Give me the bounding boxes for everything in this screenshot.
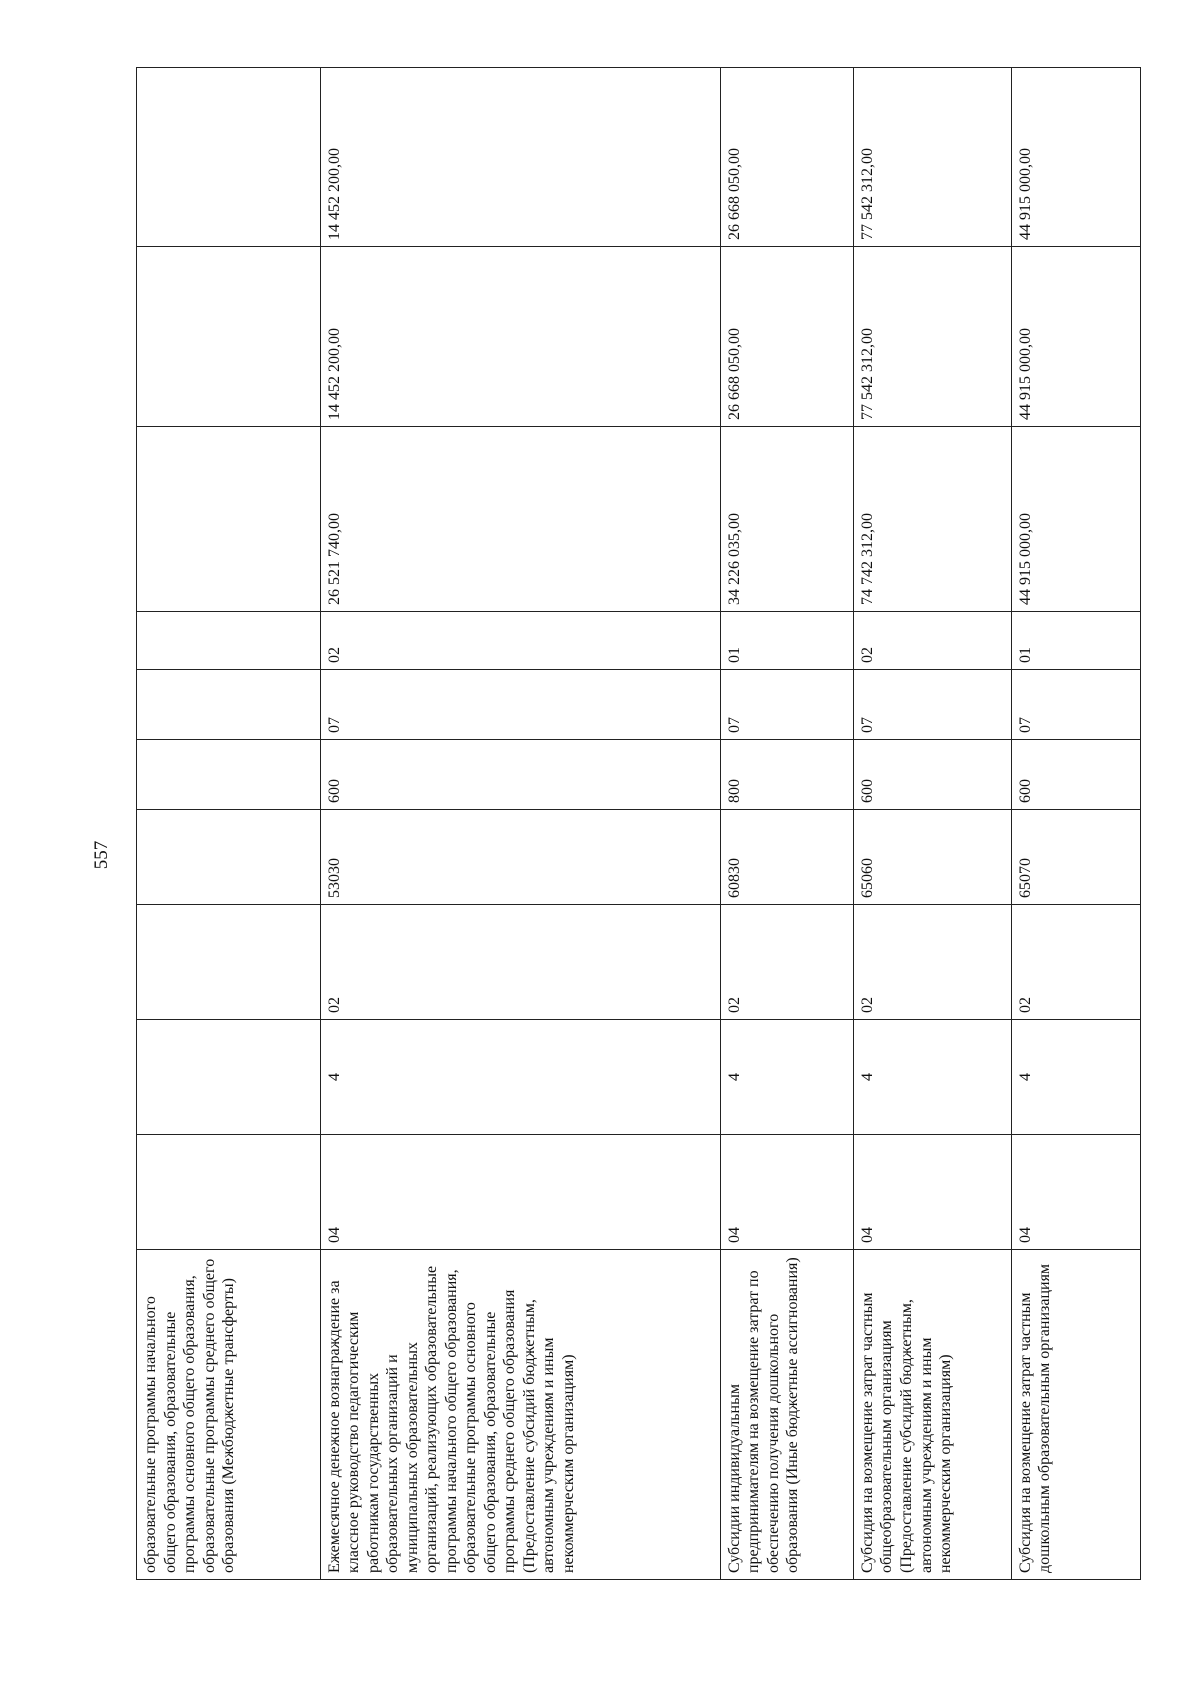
row-name: Субсидия на возмещение затрат частным общеобразовательным организациям (Предоставление субсидий бюджетным, автономным учреждениям и иным некоммерческим организациям) [853, 1250, 1011, 1580]
cell-amount-1: 34 226 035,00 [720, 427, 853, 612]
cell-section: 07 [853, 670, 1011, 740]
cell-subsection: 02 [853, 612, 1011, 670]
cell-amount-2: 14 452 200,00 [320, 247, 720, 427]
cell-direction: 65060 [853, 810, 1011, 905]
cell-amount-1: 26 521 740,00 [320, 427, 720, 612]
cell-program: 04 [720, 1135, 853, 1250]
cell-event: 02 [720, 905, 853, 1020]
cell-direction: 53030 [320, 810, 720, 905]
cell-direction: 60830 [720, 810, 853, 905]
row-name: Субсидии индивидуальным предпринимателям на возмещение затрат по обеспечению получения дошкольного образования (Иные бюджетные ассигнования) [720, 1250, 853, 1580]
cell-amount-3 [137, 68, 321, 247]
cell-amount-1 [137, 427, 321, 612]
cell-expense-type [137, 740, 321, 810]
table-row [720, 68, 853, 1580]
cell-amount-3: 44 915 000,00 [1011, 68, 1140, 247]
cell-amount-3: 77 542 312,00 [853, 68, 1011, 247]
cell-subprogram [137, 1020, 321, 1135]
cell-event [137, 905, 321, 1020]
table-row [1011, 68, 1140, 1580]
row-name: Субсидия на возмещение затрат частным дошкольным образовательным организациям [1011, 1250, 1140, 1580]
cell-amount-2: 44 915 000,00 [1011, 247, 1140, 427]
cell-amount-1: 74 742 312,00 [853, 427, 1011, 612]
cell-subsection: 02 [320, 612, 720, 670]
cell-event: 02 [320, 905, 720, 1020]
cell-subsection [137, 612, 321, 670]
cell-event: 02 [1011, 905, 1140, 1020]
cell-subsection: 01 [1011, 612, 1140, 670]
cell-program: 04 [320, 1135, 720, 1250]
cell-expense-type: 800 [720, 740, 853, 810]
table-row [320, 68, 720, 1580]
cell-section [137, 670, 321, 740]
table-row [137, 68, 321, 1580]
row-name: образовательные программы начального общего образования, образовательные программы основного общего образования, образовательные программы среднего общего образования (Межбюджетные трансферты) [137, 1250, 321, 1580]
cell-program: 04 [1011, 1135, 1140, 1250]
table-row [853, 68, 1011, 1580]
cell-expense-type: 600 [853, 740, 1011, 810]
cell-amount-3: 14 452 200,00 [320, 68, 720, 247]
cell-subsection: 01 [720, 612, 853, 670]
cell-section: 07 [720, 670, 853, 740]
cell-event: 02 [853, 905, 1011, 1020]
row-name: Ежемесячное денежное вознаграждение за классное руководство педагогическим работникам государственных образовательных организаций и муниципальных образовательных организаций, реализующих образовательные программы начального общего образования, образовательные программы основного общего образования, образовательные программы среднего общего образования (Предоставление субсидий бюджетным, автономным учреждениям и иным некоммерческим организациям) [320, 1250, 720, 1580]
table-wrapper [136, 68, 1141, 1580]
cell-amount-2: 77 542 312,00 [853, 247, 1011, 427]
cell-amount-2: 26 668 050,00 [720, 247, 853, 427]
cell-amount-2 [137, 247, 321, 427]
cell-subprogram: 4 [320, 1020, 720, 1135]
cell-subprogram: 4 [1011, 1020, 1140, 1135]
cell-amount-3: 26 668 050,00 [720, 68, 853, 247]
cell-amount-1: 44 915 000,00 [1011, 427, 1140, 612]
cell-subprogram: 4 [720, 1020, 853, 1135]
cell-subprogram: 4 [853, 1020, 1011, 1135]
cell-direction [137, 810, 321, 905]
rotated-table-area [136, 68, 1141, 1580]
cell-direction: 65070 [1011, 810, 1140, 905]
cell-section: 07 [320, 670, 720, 740]
cell-expense-type: 600 [320, 740, 720, 810]
cell-section: 07 [1011, 670, 1140, 740]
page-number: 557 [91, 840, 112, 870]
budget-table [136, 67, 1141, 1580]
cell-program: 04 [853, 1135, 1011, 1250]
cell-program [137, 1135, 321, 1250]
cell-expense-type: 600 [1011, 740, 1140, 810]
